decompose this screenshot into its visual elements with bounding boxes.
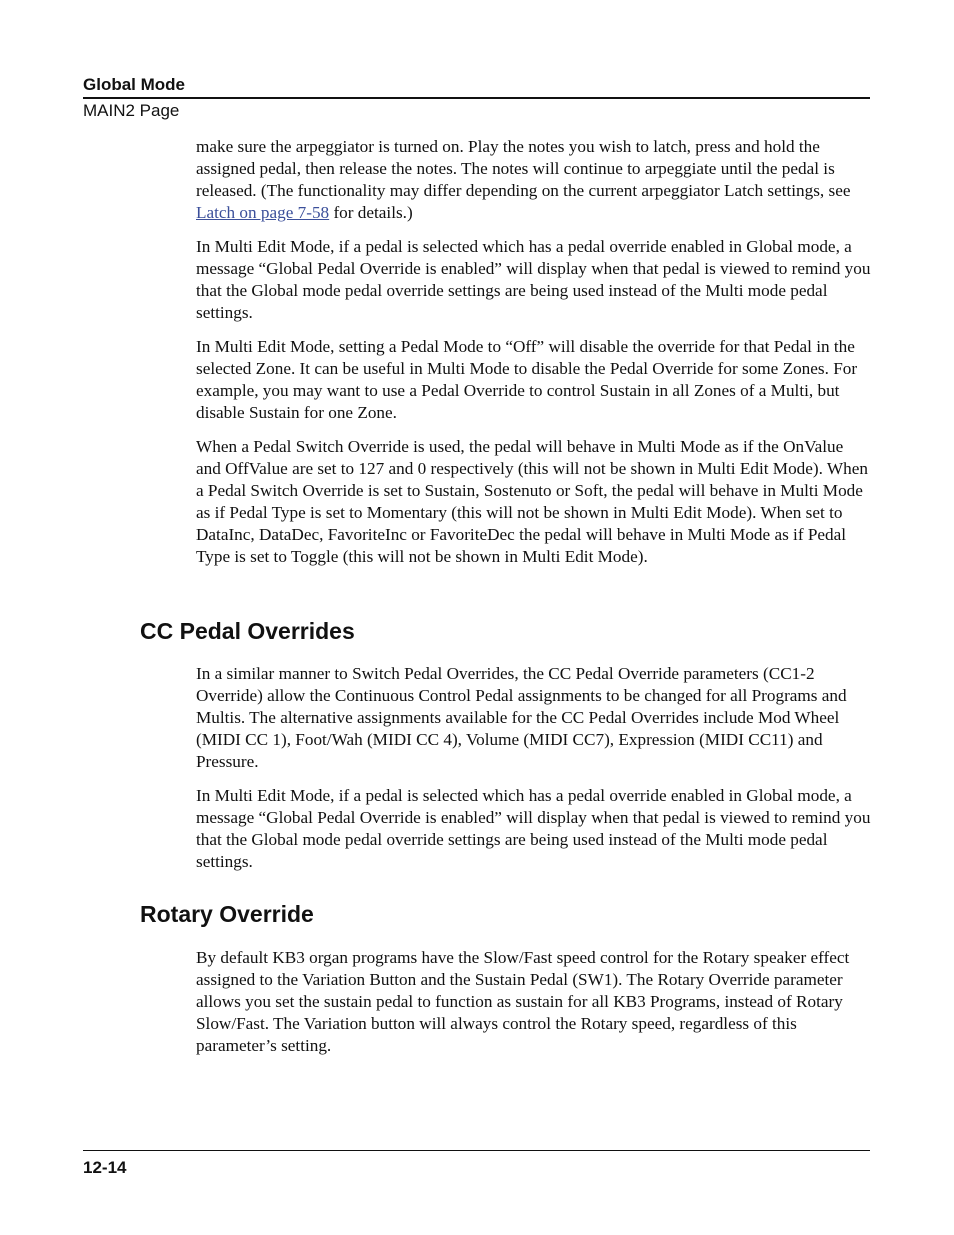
paragraph-text: By default KB3 organ programs have the Slow/Fast speed control for the Rotary speaker effect assigned to the Variation Button and the Sustain Pedal (SW1). The Rotary Override parameter allows you set the sustain pedal to function as sustain for all KB3 Programs, instead of Rotary Slow/Fast. The Variation button will always control the Rotary speed, regardless of this parameter’s setting. [196,948,850,1055]
paragraph-switch-override [196,436,872,568]
paragraph-cc-multi-edit [196,785,872,873]
paragraph-cc-override [196,663,872,773]
chapter-title: Global Mode [83,75,185,94]
paragraph-text: In a similar manner to Switch Pedal Overrides, the CC Pedal Override parameters (CC1-2 Override) allow the Continuous Control Pedal assignments to be changed for all Programs and Multis. The alternative assignments available for the CC Pedal Overrides include Mod Wheel (MIDI CC 1), Foot/Wah (MIDI CC 4), Volume (MIDI CC7), Expression (MIDI CC11) and Pressure. [196,664,847,771]
section-title-cc-pedal-overrides: CC Pedal Overrides [140,618,355,644]
latch-link[interactable]: Latch on page 7-58 [196,203,330,222]
paragraph-text: In Multi Edit Mode, if a pedal is selected which has a pedal override enabled in Global mode, a message “Global Pedal Override is enabled” will display when that pedal is viewed to remind you that the Global mode pedal override settings are being used instead of the Multi mode pedal settings. [196,786,871,871]
paragraph-text: make sure the arpeggiator is turned on. Play the notes you wish to latch, press and hold the assigned pedal, then release the notes. The notes will continue to arpeggiate until the pedal is released. (The functionality may differ depending on the current arpeggiator Latch settings, see [196,137,851,200]
running-header [83,74,870,96]
paragraph-text: In Multi Edit Mode, setting a Pedal Mode to “Off” will disable the override for that Pedal in the selected Zone. It can be useful in Multi Mode to disable the Pedal Override for some Zones. For example, you may want to use a Pedal Override to control Sustain in all Zones of a Multi, but disable Sustain for one Zone. [196,337,858,422]
header-rule [83,97,870,99]
section-title-rotary-override: Rotary Override [140,901,314,927]
paragraph-text: When a Pedal Switch Override is used, the pedal will behave in Multi Mode as if the OnValue and OffValue are set to 127 and 0 respectively (this will not be shown in Multi Edit Mode). When a Pedal Switch Override is set to Sustain, Sostenuto or Soft, the pedal will behave in Multi Mode as if Pedal Type is set to Momentary (this will not be shown in Multi Edit Mode). When set to DataInc, DataDec, FavoriteInc or FavoriteDec the pedal will behave in Multi Mode as if Pedal Type is set to Toggle (this will not be shown in Multi Edit Mode). [196,437,868,566]
footer-rule [83,1150,870,1151]
paragraph-multi-edit-override [196,236,872,324]
paragraph-rotary-override [196,947,872,1057]
paragraph-pedal-mode-off [196,336,872,424]
subpage-title: MAIN2 Page [83,101,180,120]
paragraph-latch [196,136,872,224]
paragraph-text: for details.) [329,203,413,222]
paragraph-text: In Multi Edit Mode, if a pedal is selected which has a pedal override enabled in Global mode, a message “Global Pedal Override is enabled” will display when that pedal is viewed to remind you that the Global mode pedal override settings are being used instead of the Multi mode pedal settings. [196,237,871,322]
page-number: 12-14 [83,1158,127,1177]
